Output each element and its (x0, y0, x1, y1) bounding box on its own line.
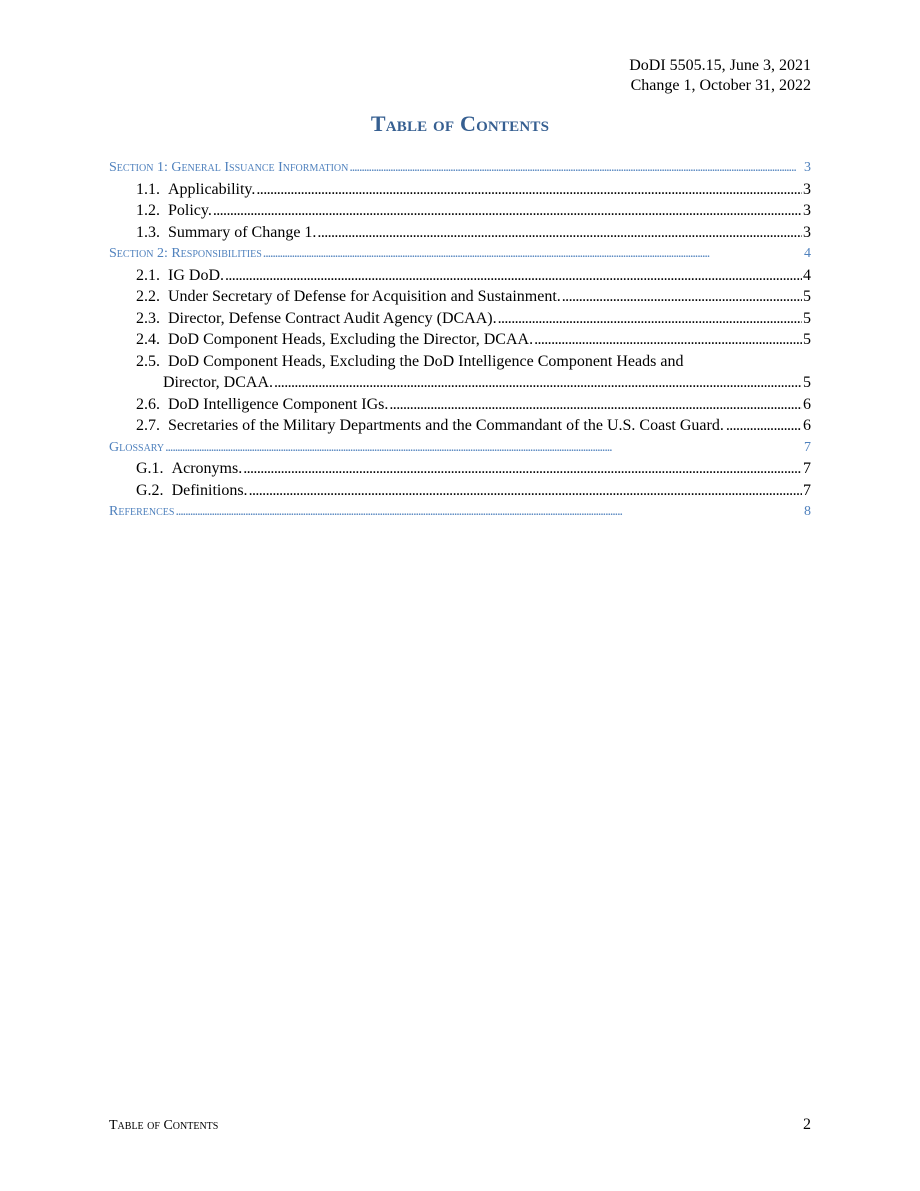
toc-link-2-2[interactable] (109, 286, 811, 308)
toc-entry-label: IG DoD. (168, 266, 224, 284)
toc-link-section-2[interactable] (109, 243, 811, 265)
toc-page-number: 3 (803, 202, 811, 219)
toc-entry-number: 1.2. (136, 202, 160, 219)
toc-page-number: 3 (804, 160, 811, 175)
toc-entry-label: Definitions. (171, 481, 248, 499)
toc-entry-number: 2.3. (136, 309, 160, 327)
toc-entry-label: Applicability. (168, 180, 256, 198)
toc-entry-number: 2.2. (136, 288, 160, 305)
toc-page-number: 7 (804, 439, 811, 455)
toc-entry-number: 1.1. (136, 180, 160, 198)
toc-entry-label: Glossary (109, 439, 165, 455)
toc-link-1-2[interactable] (109, 200, 811, 222)
toc-entry-label: Policy. (168, 202, 212, 219)
toc-page-number: 6 (803, 417, 811, 434)
toc-link-2-1[interactable] (109, 265, 811, 287)
toc-entry-label: Under Secretary of Defense for Acquisition and Sustainment. (168, 288, 561, 305)
toc-page-number: 8 (804, 504, 811, 519)
toc-page-number: 5 (803, 288, 811, 305)
toc-page-number: 3 (803, 180, 811, 198)
footer-page-number: 2 (803, 1116, 811, 1133)
toc-leader (389, 394, 802, 416)
toc-entry-number: 2.7. (136, 417, 160, 434)
toc-page-number: 5 (803, 309, 811, 327)
toc-leader (175, 501, 803, 523)
toc-leader (243, 458, 802, 480)
toc-leader (726, 415, 801, 437)
toc-page-number: 7 (803, 481, 811, 499)
toc-page-number: 5 (803, 331, 811, 348)
toc-leader (225, 265, 802, 287)
toc-entry-label: Acronyms. (171, 460, 243, 477)
toc-link-2-5[interactable] (109, 351, 811, 373)
toc-entry-label: DoD Component Heads, Excluding the Director, DCAA. (168, 331, 534, 348)
toc-entry-label: Director, Defense Contract Audit Agency (DCAA). (168, 309, 497, 327)
toc-entry-number: G.2. (136, 481, 164, 499)
toc-link-2-7[interactable] (109, 415, 811, 437)
toc-entry-number: 1.3. (136, 223, 160, 241)
toc-entry-label: DoD Intelligence Component IGs. (168, 395, 389, 413)
toc-entry-number: 2.1. (136, 266, 160, 284)
toc-entry-number: 2.6. (136, 395, 160, 413)
toc-leader (274, 372, 802, 394)
document-header (629, 56, 811, 96)
toc-entry-number: 2.4. (136, 331, 160, 348)
toc-leader (498, 308, 802, 330)
toc-leader (317, 222, 802, 244)
toc-entry-label: DoD Component Heads, Excluding the DoD Intelligence Component Heads and (168, 352, 684, 370)
toc-link-2-3[interactable] (109, 308, 811, 330)
toc-entry-label: Section 1: General Issuance Information (109, 160, 349, 175)
toc-page-number: 4 (804, 246, 811, 261)
toc-entry-label: Secretaries of the Military Departments and the Commandant of the U.S. Coast Guard. (168, 417, 724, 434)
toc-leader (256, 179, 802, 201)
toc-page-number: 4 (803, 266, 811, 284)
toc-link-g-2[interactable] (109, 480, 811, 502)
toc-page-number: 6 (803, 395, 811, 413)
toc-entry-label: Summary of Change 1. (168, 223, 317, 241)
toc-page-number: 7 (803, 460, 811, 477)
toc-leader (213, 200, 802, 222)
toc-entry-label: Section 2: Responsibilities (109, 246, 262, 261)
toc-page-number: 5 (803, 374, 811, 391)
toc-link-references[interactable] (109, 501, 811, 523)
footer-section-label: Table of Contents (109, 1118, 219, 1133)
toc-leader (263, 243, 803, 265)
toc-entry-label: References (109, 504, 175, 519)
toc-leader (249, 480, 802, 502)
toc-link-section-1[interactable] (109, 157, 811, 179)
toc-leader (349, 157, 803, 179)
toc-leader (165, 437, 803, 459)
toc-leader (562, 286, 802, 308)
toc-entry-label: Director, DCAA. (163, 374, 273, 391)
toc-link-glossary[interactable] (109, 437, 811, 459)
header-change: Change 1, October 31, 2022 (630, 77, 811, 94)
toc-link-2-4[interactable] (109, 329, 811, 351)
table-of-contents (109, 157, 811, 523)
toc-link-g-1[interactable] (109, 458, 811, 480)
toc-entry-number: G.1. (136, 460, 164, 477)
header-issuance: DoDI 5505.15, June 3, 2021 (629, 57, 811, 74)
toc-link-2-5-continued[interactable] (109, 372, 811, 394)
toc-leader (534, 329, 802, 351)
toc-page-number: 3 (803, 223, 811, 241)
toc-entry-number: 2.5. (136, 352, 160, 370)
page-title: Table of Contents (370, 111, 550, 136)
toc-link-1-1[interactable] (109, 179, 811, 201)
toc-link-1-3[interactable] (109, 222, 811, 244)
toc-link-2-6[interactable] (109, 394, 811, 416)
